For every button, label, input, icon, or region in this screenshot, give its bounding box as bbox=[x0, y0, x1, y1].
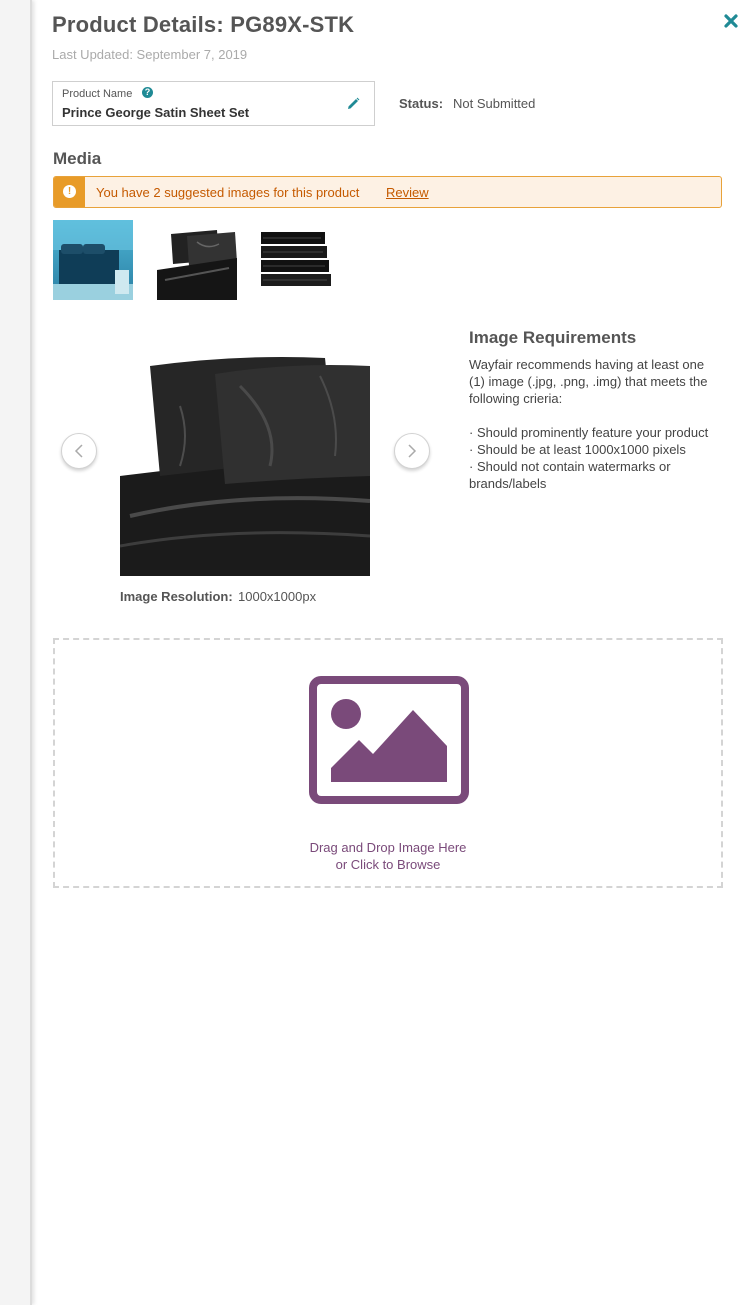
chevron-right-icon bbox=[405, 443, 419, 459]
help-icon[interactable]: ? bbox=[142, 87, 153, 98]
image-requirements-title: Image Requirements bbox=[469, 328, 637, 347]
requirement-item: · Should not contain watermarks or brands/labels bbox=[469, 459, 671, 491]
thumbnail-bedroom-scene[interactable] bbox=[53, 220, 133, 300]
status-value: Not Submitted bbox=[453, 96, 536, 111]
close-icon[interactable] bbox=[723, 13, 739, 29]
image-resolution-label: Image Resolution: bbox=[120, 589, 233, 604]
exclamation-icon: ! bbox=[63, 185, 76, 198]
next-image-button[interactable] bbox=[394, 433, 430, 469]
dropzone-primary-text: Drag and Drop Image Here bbox=[309, 840, 467, 855]
review-link[interactable]: Review bbox=[386, 185, 429, 200]
chevron-left-icon bbox=[72, 443, 86, 459]
status-label: Status: bbox=[399, 96, 444, 111]
requirements-intro: Wayfair recommends having at least one (1) image (.jpg, .png, .img) that meets the following crieria: bbox=[469, 357, 708, 406]
requirement-item: · Should prominently feature your product bbox=[469, 425, 709, 440]
image-resolution-value: 1000x1000px bbox=[238, 589, 317, 604]
thumbnail-black-satin-sheets[interactable] bbox=[157, 220, 237, 300]
image-placeholder-icon bbox=[309, 676, 469, 804]
last-updated-text: Last Updated: September 7, 2019 bbox=[52, 47, 248, 62]
background-page-edge bbox=[0, 0, 32, 1305]
suggested-images-alert bbox=[53, 176, 722, 208]
product-name-label: Product Name bbox=[62, 88, 133, 100]
alert-message: You have 2 suggested images for this product bbox=[96, 185, 360, 200]
requirement-item: · Should be at least 1000x1000 pixels bbox=[469, 442, 686, 457]
product-name-field[interactable] bbox=[52, 81, 375, 126]
pencil-icon[interactable] bbox=[345, 96, 361, 112]
image-requirements-text bbox=[469, 356, 719, 492]
media-section-title: Media bbox=[53, 149, 102, 168]
main-product-image bbox=[120, 326, 370, 576]
alert-icon-box bbox=[54, 177, 85, 207]
thumbnail-folded-black-sheets[interactable] bbox=[261, 220, 341, 288]
image-dropzone[interactable] bbox=[53, 638, 723, 888]
previous-image-button[interactable] bbox=[61, 433, 97, 469]
page-title: Product Details: PG89X-STK bbox=[52, 12, 355, 37]
dropzone-secondary-text: or Click to Browse bbox=[335, 857, 441, 872]
product-name-value: Prince George Satin Sheet Set bbox=[62, 105, 250, 120]
